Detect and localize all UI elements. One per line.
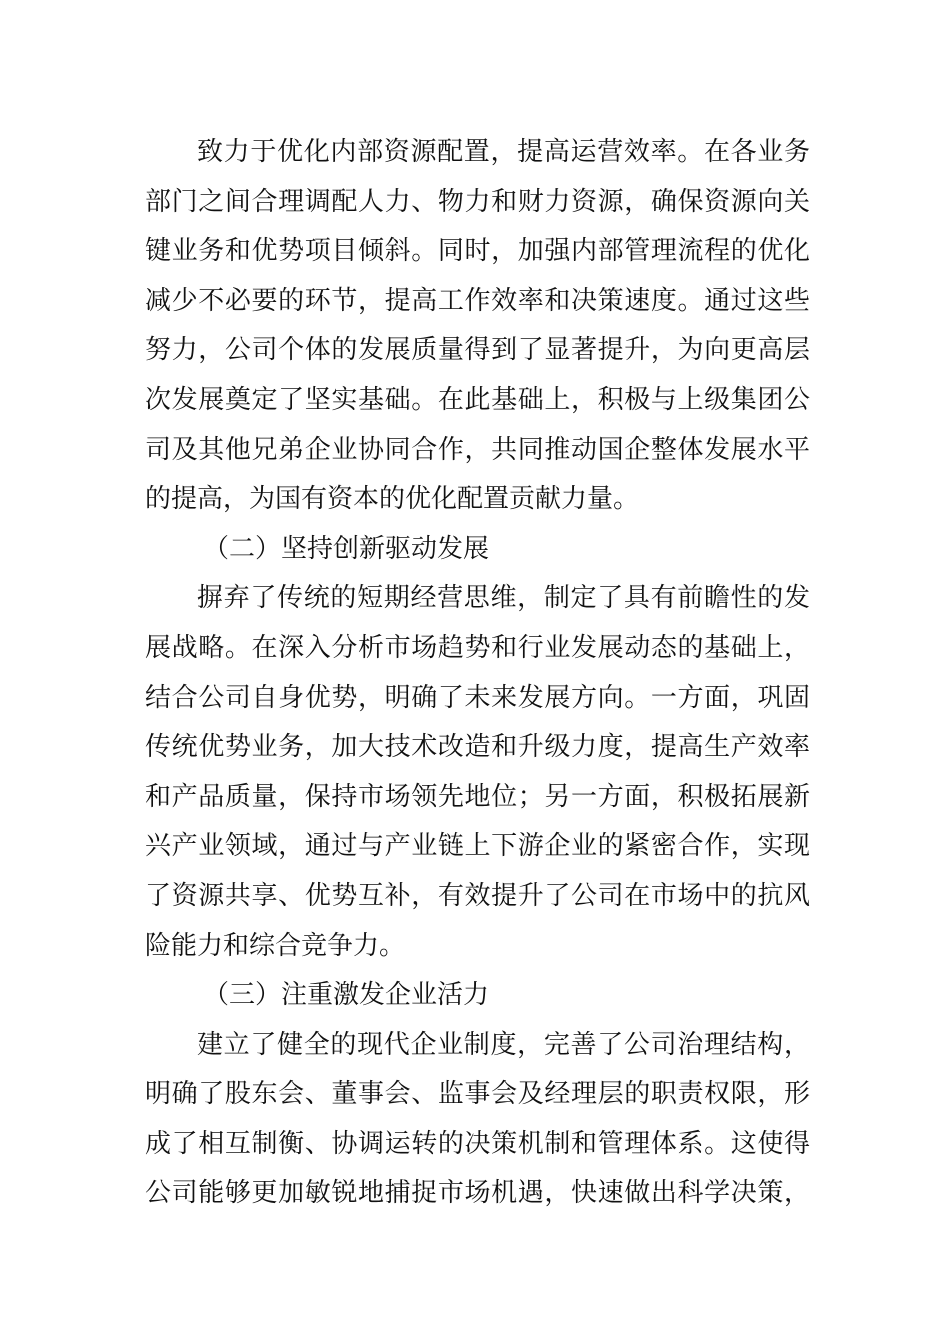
paragraph-line: 传统优势业务，加大技术改造和升级力度，提高生产效率 <box>145 732 810 763</box>
paragraph-line: 努力，公司个体的发展质量得到了显著提升，为向更高层 <box>145 335 810 366</box>
paragraph-line: 成了相互制衡、协调运转的决策机制和管理体系。这使得 <box>145 1128 810 1159</box>
section-heading: （三）注重激发企业活力 <box>203 980 490 1011</box>
paragraph-line: 了资源共享、优势互补，有效提升了公司在市场中的抗风 <box>145 880 810 911</box>
paragraph-line: 兴产业领域，通过与产业链上下游企业的紧密合作，实现 <box>145 831 810 862</box>
section-heading: （二）坚持创新驱动发展 <box>203 533 490 564</box>
paragraph-line: 司及其他兄弟企业协同合作，共同推动国企整体发展水平 <box>145 434 810 465</box>
paragraph-line: 部门之间合理调配人力、物力和财力资源，确保资源向关 <box>145 186 810 217</box>
paragraph-line: 减少不必要的环节，提高工作效率和决策速度。通过这些 <box>145 285 810 316</box>
paragraph-line: 和产品质量，保持市场领先地位；另一方面，积极拓展新 <box>145 781 810 812</box>
paragraph-line: 结合公司自身优势，明确了未来发展方向。一方面，巩固 <box>145 682 810 713</box>
paragraph-line: 键业务和优势项目倾斜。同时，加强内部管理流程的优化 <box>145 236 810 267</box>
paragraph-line: 次发展奠定了坚实基础。在此基础上，积极与上级集团公 <box>145 384 810 415</box>
paragraph-line: 明确了股东会、董事会、监事会及经理层的职责权限，形 <box>145 1079 810 1110</box>
paragraph-line: 建立了健全的现代企业制度，完善了公司治理结构， <box>197 1029 810 1060</box>
paragraph-line: 致力于优化内部资源配置，提高运营效率。在各业务 <box>197 137 810 167</box>
paragraph-line: 展战略。在深入分析市场趋势和行业发展动态的基础上， <box>145 632 810 663</box>
document-body <box>145 128 810 1219</box>
paragraph-line: 公司能够更加敏锐地捕捉市场机遇，快速做出科学决策， <box>145 1178 810 1209</box>
paragraph-line: 险能力和综合竞争力。 <box>145 930 406 961</box>
paragraph-line: 的提高，为国有资本的优化配置贡献力量。 <box>145 484 640 515</box>
paragraph-line: 摒弃了传统的短期经营思维，制定了具有前瞻性的发 <box>197 583 810 614</box>
